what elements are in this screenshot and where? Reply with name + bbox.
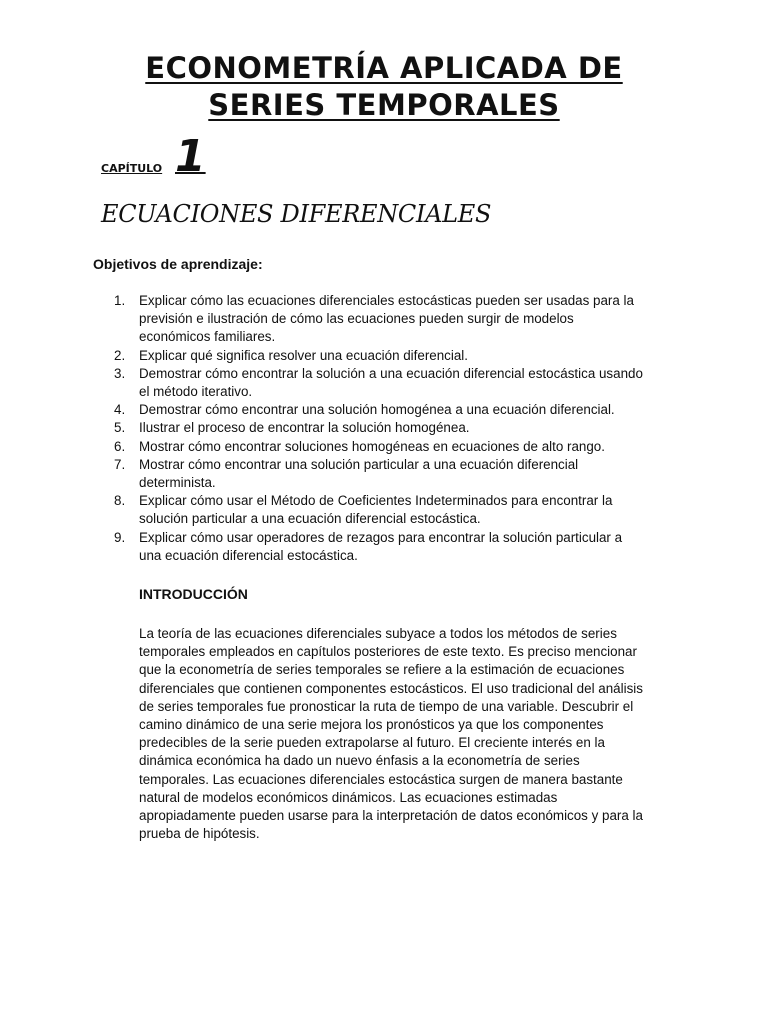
paragraph-line: temporales. Las ecuaciones diferenciales estocástica surgen de manera bastante — [139, 771, 623, 787]
paragraph-line: que la econometría de series temporales se refiere a la estimación de ecuaciones — [139, 662, 625, 678]
paragraph-line: prueba de hipótesis. — [139, 826, 260, 842]
objective-text-line: Mostrar cómo encontrar soluciones homogéneas en ecuaciones de alto rango. — [139, 438, 605, 454]
introduction-paragraph — [139, 625, 679, 843]
paragraph-line: predecibles de la serie pueden extrapolarse al futuro. El creciente interés en la — [139, 735, 605, 751]
paragraph-line: de series temporales fue pronosticar la ruta de tiempo de una variable. Descubrir el — [139, 698, 634, 714]
chapter-number: 1 — [175, 131, 206, 182]
objective-text-line: Explicar qué significa resolver una ecuación diferencial. — [139, 347, 468, 363]
introduction-heading: INTRODUCCIÓN — [139, 586, 248, 602]
objective-text-line: el método iterativo. — [139, 384, 253, 400]
document-title-line-1: ECONOMETRÍA APLICADA DE — [145, 51, 623, 85]
paragraph-line: natural de modelos económicos dinámicos. Las ecuaciones estimadas — [139, 789, 558, 805]
objective-text-line: Mostrar cómo encontrar una solución particular a una ecuación diferencial — [139, 456, 579, 472]
objective-number: 3. — [114, 365, 126, 381]
objective-text-line: previsión e ilustración de cómo las ecuaciones pueden surgir de modelos — [139, 311, 574, 327]
paragraph-line: dinámica económica ha dado un nuevo énfasis a la econometría de series — [139, 753, 580, 769]
objective-text-line: Explicar cómo las ecuaciones diferenciales estocásticas pueden ser usadas para la — [139, 293, 634, 308]
objective-item — [104, 419, 678, 437]
objective-text-line: Demostrar cómo encontrar una solución homogénea a una ecuación diferencial. — [139, 402, 615, 418]
objectives-list — [104, 292, 678, 565]
objective-number: 9. — [114, 529, 126, 545]
objective-number: 6. — [114, 438, 126, 454]
objective-text-line: Explicar cómo usar el Método de Coeficientes Indeterminados para encontrar la — [139, 493, 613, 509]
objective-number: 5. — [114, 420, 126, 436]
objective-item — [104, 438, 678, 456]
document-title-line-2: SERIES TEMPORALES — [208, 88, 560, 122]
document-title — [0, 50, 768, 124]
paragraph-line: camino dinámico de una serie mejora los pronósticos ya que los componentes — [139, 717, 604, 733]
objective-item — [104, 456, 678, 492]
objective-text-line: económicos familiares. — [139, 329, 276, 345]
objective-number: 8. — [114, 493, 126, 509]
chapter-label: CAPÍTULO — [101, 162, 163, 175]
objective-number: 2. — [114, 347, 126, 363]
objective-text-line: Demostrar cómo encontrar la solución a una ecuación diferencial estocástica usando — [139, 365, 643, 381]
objective-item — [104, 529, 678, 565]
objective-text-line: una ecuación diferencial estocástica. — [139, 547, 358, 563]
objective-number: 7. — [114, 456, 126, 472]
paragraph-line: temporales empleados en capítulos posteriores de este texto. Es preciso mencionar — [139, 644, 637, 660]
objective-number: 1. — [114, 293, 126, 308]
objective-text-line: Explicar cómo usar operadores de rezagos para encontrar la solución particular a — [139, 529, 623, 545]
objective-item — [104, 292, 678, 347]
objective-item — [104, 401, 678, 419]
paragraph-line: La teoría de las ecuaciones diferenciales subyace a todos los métodos de series — [139, 626, 617, 641]
chapter-title: ECUACIONES DIFERENCIALES — [101, 200, 492, 228]
objectives-heading: Objetivos de aprendizaje: — [93, 256, 263, 272]
objective-item — [104, 365, 678, 401]
paragraph-line: apropiadamente pueden usarse para la interpretación de datos económicos y para la — [139, 808, 643, 824]
objective-item — [104, 347, 678, 365]
objective-item — [104, 492, 678, 528]
objective-text-line: determinista. — [139, 475, 216, 491]
objective-number: 4. — [114, 402, 126, 418]
paragraph-line: diferenciales que contienen componentes estocásticos. El uso tradicional del análisis — [139, 680, 643, 696]
objective-text-line: solución particular a una ecuación diferencial estocástica. — [139, 511, 481, 527]
objective-text-line: Ilustrar el proceso de encontrar la solución homogénea. — [139, 420, 470, 436]
